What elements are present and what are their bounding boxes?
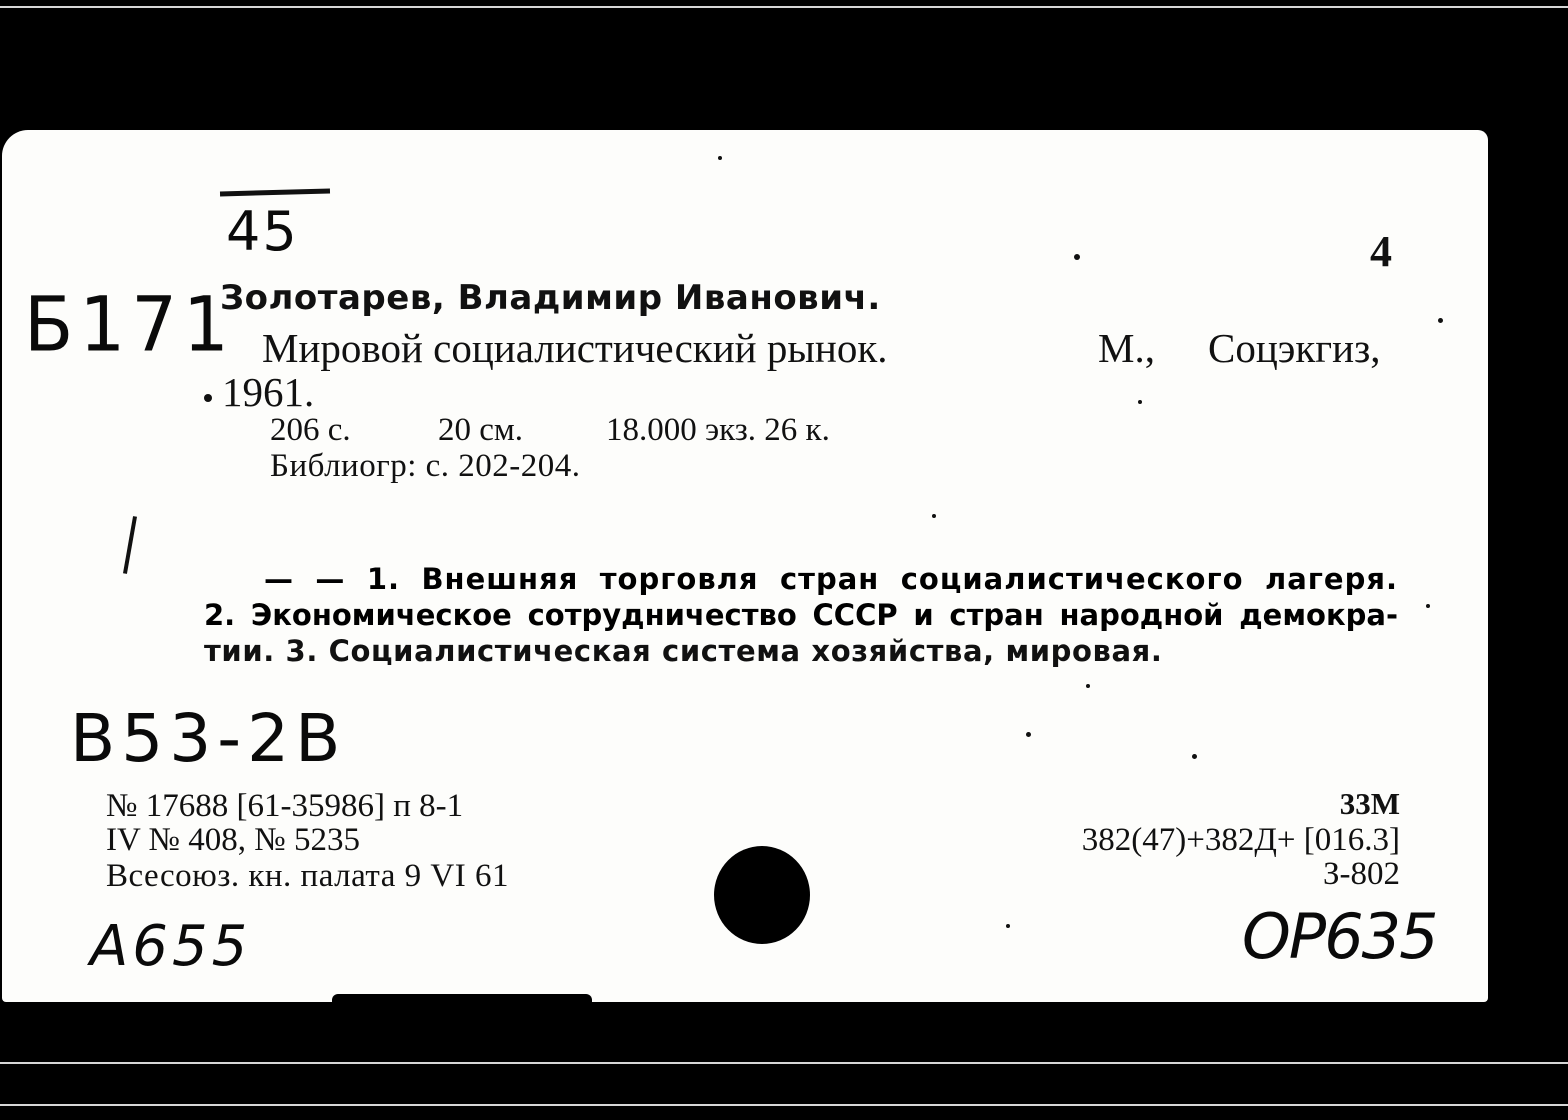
publication-place: М., — [1098, 325, 1155, 371]
handwritten-bottom-left: A655 — [90, 914, 252, 979]
ink-speck — [1138, 400, 1142, 404]
ink-speck — [1438, 318, 1443, 323]
handwritten-bottom-right: ОР635 — [1242, 900, 1437, 973]
print-run-price: 18.000 экз. 26 к. — [606, 412, 830, 448]
bibliography-note: Библиогр: с. 202-204. — [270, 448, 581, 484]
scan-edge-top — [0, 6, 1568, 8]
udc-index: 382(47)+382Д+ [016.3] — [1081, 822, 1400, 858]
ink-speck — [932, 514, 936, 518]
handwritten-tick — [123, 516, 137, 574]
author-heading: Золотарев, Владимир Иванович. — [220, 278, 881, 318]
book-title: Мировой социалистический рынок. — [262, 325, 888, 371]
registry-line-1: № 17688 [61-35986] п 8-1 — [106, 788, 464, 824]
ink-speck — [1192, 754, 1197, 759]
classification-code: 33М — [1339, 786, 1400, 821]
author-sign: З-802 — [1322, 856, 1400, 892]
scan-edge-bottom-2 — [0, 1104, 1568, 1106]
edge-smudge — [332, 994, 592, 1002]
page-count: 206 с. — [270, 412, 351, 448]
subject-line-2: 2. Экономическое сотрудничество СССР и стран народной демокра- — [204, 598, 1398, 632]
ink-speck — [1426, 604, 1430, 608]
ink-speck — [718, 156, 722, 160]
shelfmark-overline — [220, 189, 330, 197]
catalog-card — [2, 130, 1488, 1002]
registry-line-3: Всесоюз. кн. палата 9 VI 61 — [106, 858, 509, 894]
shelfmark-main: Б171 — [24, 280, 235, 369]
ink-speck — [204, 394, 212, 402]
book-size: 20 см. — [438, 412, 524, 448]
scan-edge-bottom — [0, 1062, 1568, 1064]
publisher: Соцэкгиз, — [1208, 325, 1381, 371]
card-number: 4 — [1370, 227, 1392, 276]
subject-line-3: тии. 3. Социалистическая система хозяйства, мировая. — [204, 634, 1163, 668]
registry-line-2: IV № 408, № 5235 — [106, 822, 360, 858]
ink-speck — [1006, 924, 1010, 928]
ink-speck — [1074, 254, 1080, 260]
ink-speck — [1026, 732, 1031, 737]
ink-speck — [1086, 684, 1090, 688]
publication-year: 1961. — [222, 369, 315, 415]
subject-line-1: — — 1. Внешняя торговля стран социалистического лагеря. — [264, 562, 1398, 596]
punch-hole — [714, 846, 810, 944]
shelfmark-sub: 45 — [226, 200, 299, 263]
handwritten-code: B53-2B — [70, 700, 347, 777]
